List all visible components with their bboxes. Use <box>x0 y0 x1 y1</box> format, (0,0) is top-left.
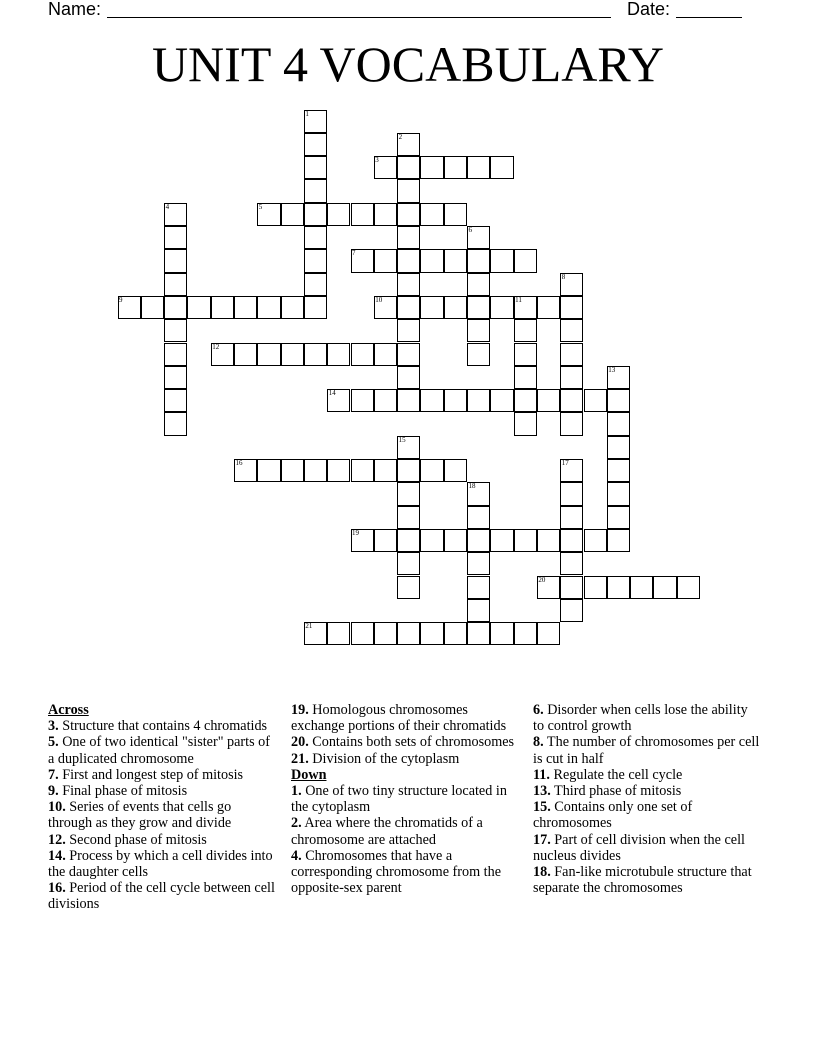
across-clue: 7. First and longest step of mitosis <box>48 766 244 783</box>
down-heading: Down <box>291 766 327 783</box>
grid-cell[interactable] <box>467 576 490 599</box>
across-clue: 9. Final phase of mitosis <box>48 783 188 800</box>
grid-cell[interactable] <box>420 249 443 272</box>
grid-cell[interactable] <box>374 203 397 226</box>
grid-cell[interactable] <box>141 296 164 319</box>
clue-number-label: 11 <box>515 295 522 304</box>
grid-cell[interactable] <box>397 506 420 529</box>
grid-cell[interactable] <box>281 203 304 226</box>
grid-cell[interactable] <box>397 366 420 389</box>
grid-cell[interactable] <box>607 482 630 505</box>
grid-cell[interactable] <box>607 412 630 435</box>
grid-cell[interactable] <box>397 576 420 599</box>
grid-cell[interactable] <box>420 203 443 226</box>
grid-cell[interactable] <box>164 226 187 249</box>
grid-cell[interactable] <box>304 296 327 319</box>
grid-cell[interactable] <box>514 249 537 272</box>
grid-cell[interactable] <box>467 599 490 622</box>
grid-cell[interactable] <box>281 343 304 366</box>
grid-cell[interactable] <box>514 529 537 552</box>
down-clue: 17. Part of cell division when the cell nucleus divides <box>533 831 745 864</box>
grid-cell[interactable] <box>257 343 280 366</box>
grid-cell[interactable] <box>164 343 187 366</box>
clue-number-label: 8 <box>561 272 566 281</box>
across-clue: 3. Structure that contains 4 chromatids <box>48 718 268 735</box>
grid-cell[interactable] <box>514 622 537 645</box>
grid-cell[interactable] <box>607 436 630 459</box>
grid-cell[interactable] <box>467 319 490 342</box>
grid-cell[interactable] <box>257 459 280 482</box>
grid-cell[interactable] <box>420 296 443 319</box>
grid-cell[interactable] <box>653 576 676 599</box>
grid-cell[interactable] <box>397 319 420 342</box>
grid-cell[interactable] <box>514 343 537 366</box>
across-clue: 14. Process by which a cell divides into the daughter cells <box>48 847 273 881</box>
grid-cell[interactable] <box>467 156 490 179</box>
grid-cell[interactable] <box>560 599 583 622</box>
grid-cell[interactable] <box>397 226 420 249</box>
grid-cell[interactable] <box>374 343 397 366</box>
grid-cell[interactable] <box>164 296 187 319</box>
grid-cell[interactable] <box>397 179 420 202</box>
clue-number-label: 4 <box>165 202 170 211</box>
grid-cell[interactable] <box>514 366 537 389</box>
down-clue: 8. The number of chromosomes per cell is cut in half <box>533 734 760 767</box>
clue-number-label: 12 <box>212 342 220 351</box>
grid-cell[interactable] <box>560 412 583 435</box>
grid-cell[interactable] <box>397 203 420 226</box>
grid-cell[interactable] <box>537 389 560 412</box>
grid-cell[interactable] <box>397 389 420 412</box>
grid-cell[interactable] <box>397 459 420 482</box>
grid-cell[interactable] <box>444 249 467 272</box>
clue-number-label: 9 <box>119 295 123 304</box>
grid-cell[interactable] <box>351 459 374 482</box>
down-clue: 4. Chromosomes that have a corresponding chromosome from the opposite-sex parent <box>291 847 501 897</box>
grid-cell[interactable] <box>514 319 537 342</box>
grid-cell[interactable] <box>444 156 467 179</box>
grid-cell[interactable] <box>420 622 443 645</box>
grid-cell[interactable] <box>281 459 304 482</box>
grid-cell[interactable] <box>537 296 560 319</box>
grid-cell[interactable] <box>560 319 583 342</box>
grid-cell[interactable] <box>514 412 537 435</box>
grid-cell[interactable] <box>304 343 327 366</box>
grid-cell[interactable] <box>304 459 327 482</box>
across-clue: 12. Second phase of mitosis <box>48 831 207 848</box>
grid-cell[interactable] <box>351 203 374 226</box>
clue-number-label: 14 <box>328 389 336 398</box>
grid-cell[interactable] <box>560 482 583 505</box>
grid-cell[interactable] <box>537 529 560 552</box>
grid-cell[interactable] <box>514 389 537 412</box>
grid-cell[interactable] <box>607 576 630 599</box>
grid-cell[interactable] <box>444 203 467 226</box>
grid-cell[interactable] <box>467 622 490 645</box>
clue-number-label: 19 <box>352 528 359 537</box>
grid-cell[interactable] <box>304 203 327 226</box>
clue-number-label: 7 <box>352 249 356 258</box>
date-label: Date: <box>627 0 671 19</box>
grid-cell[interactable] <box>327 203 350 226</box>
grid-cell[interactable] <box>374 249 397 272</box>
grid-cell[interactable] <box>374 529 397 552</box>
grid-cell[interactable] <box>467 273 490 296</box>
grid-cell[interactable] <box>584 389 607 412</box>
grid-cell[interactable] <box>397 343 420 366</box>
grid-cell[interactable] <box>397 529 420 552</box>
grid-cell[interactable] <box>397 249 420 272</box>
grid-cell[interactable] <box>304 249 327 272</box>
grid-cell[interactable] <box>397 156 420 179</box>
down-clue: 6. Disorder when cells lose the ability to control growth <box>533 702 748 735</box>
grid-cell[interactable] <box>467 529 490 552</box>
grid-cell[interactable] <box>397 296 420 319</box>
grid-cell[interactable] <box>490 249 513 272</box>
grid-cell[interactable] <box>467 552 490 575</box>
grid-cell[interactable] <box>374 622 397 645</box>
grid-cell[interactable] <box>164 412 187 435</box>
grid-cell[interactable] <box>444 389 467 412</box>
down-clue: 11. Regulate the cell cycle <box>533 766 683 783</box>
grid-cell[interactable] <box>327 622 350 645</box>
grid-cell[interactable] <box>584 576 607 599</box>
grid-cell[interactable] <box>560 576 583 599</box>
grid-cell[interactable] <box>490 622 513 645</box>
clue-number-label: 17 <box>561 459 569 467</box>
grid-cell[interactable] <box>607 529 630 552</box>
clue-number-label: 15 <box>398 435 406 444</box>
clue-number-label: 3 <box>375 156 379 165</box>
across-clue: 19. Homologous chromosomes exchange portions of their chromatids <box>291 702 507 735</box>
grid-cell[interactable] <box>351 389 374 412</box>
grid-cell[interactable] <box>467 389 490 412</box>
grid-cell[interactable] <box>630 576 653 599</box>
grid-cell[interactable] <box>467 506 490 529</box>
grid-cell[interactable] <box>584 529 607 552</box>
clue-number-label: 13 <box>608 365 616 374</box>
grid-cell[interactable] <box>187 296 210 319</box>
grid-cell[interactable] <box>164 249 187 272</box>
grid-cell[interactable] <box>304 273 327 296</box>
grid-cell[interactable] <box>351 622 374 645</box>
grid-cell[interactable] <box>444 459 467 482</box>
grid-cell[interactable] <box>374 459 397 482</box>
across-clue: 21. Division of the cytoplasm <box>291 750 460 767</box>
grid-cell[interactable] <box>607 506 630 529</box>
across-heading: Across <box>48 702 89 718</box>
clue-number-label: 10 <box>375 295 383 304</box>
grid-cell[interactable] <box>560 343 583 366</box>
across-clue: 10. Series of events that cells go through as they grow and divide <box>48 799 232 832</box>
grid-cell[interactable] <box>607 389 630 412</box>
grid-cell[interactable] <box>560 296 583 319</box>
name-label: Name: <box>48 0 102 19</box>
clue-number-label: 16 <box>235 459 243 467</box>
clue-number-label: 1 <box>305 109 309 118</box>
grid-cell[interactable] <box>327 343 350 366</box>
grid-cell[interactable] <box>467 249 490 272</box>
across-clue: 20. Contains both sets of chromosomes <box>291 734 515 751</box>
grid-cell[interactable] <box>420 156 443 179</box>
grid-cell[interactable] <box>467 296 490 319</box>
grid-cell[interactable] <box>490 156 513 179</box>
clue-number-label: 20 <box>538 575 546 584</box>
grid-cell[interactable] <box>420 459 443 482</box>
across-clue: 5. One of two identical "sister" parts of a duplicated chromosome <box>48 734 270 767</box>
clues-column-1 <box>48 702 276 913</box>
down-clue: 13. Third phase of mitosis <box>533 783 682 800</box>
down-clue: 1. One of two tiny structure located in the cytoplasm <box>291 783 507 816</box>
clue-number-label: 5 <box>258 202 263 211</box>
grid-cell[interactable] <box>560 506 583 529</box>
grid-cell[interactable] <box>211 296 234 319</box>
grid-cell[interactable] <box>397 482 420 505</box>
grid-cell[interactable] <box>444 296 467 319</box>
grid-cell[interactable] <box>420 389 443 412</box>
grid-cell[interactable] <box>234 296 257 319</box>
grid-cell[interactable] <box>304 133 327 156</box>
down-clue: 2. Area where the chromatids of a chromosome are attached <box>291 815 483 848</box>
grid-cell[interactable] <box>560 366 583 389</box>
grid-cell[interactable] <box>490 296 513 319</box>
grid-cell[interactable] <box>677 576 700 599</box>
clue-number-label: 18 <box>468 482 476 491</box>
grid-cell[interactable] <box>397 552 420 575</box>
grid-cell[interactable] <box>420 529 443 552</box>
grid-cell[interactable] <box>164 273 187 296</box>
grid-cell[interactable] <box>327 459 350 482</box>
clue-number-label: 2 <box>398 132 403 141</box>
grid-cell[interactable] <box>537 622 560 645</box>
grid-cell[interactable] <box>164 366 187 389</box>
down-clue: 18. Fan-like microtubule structure that separate the chromosomes <box>533 864 752 897</box>
clue-number-label: 6 <box>468 226 472 234</box>
grid-cell[interactable] <box>164 389 187 412</box>
grid-cell[interactable] <box>560 389 583 412</box>
grid-cell[interactable] <box>304 179 327 202</box>
grid-cell[interactable] <box>281 296 304 319</box>
grid-cell[interactable] <box>374 389 397 412</box>
grid-cell[interactable] <box>444 622 467 645</box>
grid-cell[interactable] <box>560 529 583 552</box>
grid-cell[interactable] <box>164 319 187 342</box>
across-clue: 16. Period of the cell cycle between cell divisions <box>48 880 275 913</box>
grid-cell[interactable] <box>607 459 630 482</box>
grid-cell[interactable] <box>560 552 583 575</box>
grid-cell[interactable] <box>444 529 467 552</box>
grid-cell[interactable] <box>467 343 490 366</box>
grid-cell[interactable] <box>490 389 513 412</box>
grid-cell[interactable] <box>234 343 257 366</box>
grid-cell[interactable] <box>304 226 327 249</box>
down-clue: 15. Contains only one set of chromosomes <box>533 799 693 832</box>
clue-number-label: 21 <box>305 622 313 631</box>
clues-column-2 <box>291 702 519 896</box>
clues-column-3 <box>533 702 761 896</box>
grid-cell[interactable] <box>397 273 420 296</box>
grid-cell[interactable] <box>257 296 280 319</box>
grid-cell[interactable] <box>490 529 513 552</box>
grid-cell[interactable] <box>304 156 327 179</box>
page-title: UNIT 4 VOCABULARY <box>151 36 665 92</box>
grid-cell[interactable] <box>397 622 420 645</box>
grid-cell[interactable] <box>351 343 374 366</box>
